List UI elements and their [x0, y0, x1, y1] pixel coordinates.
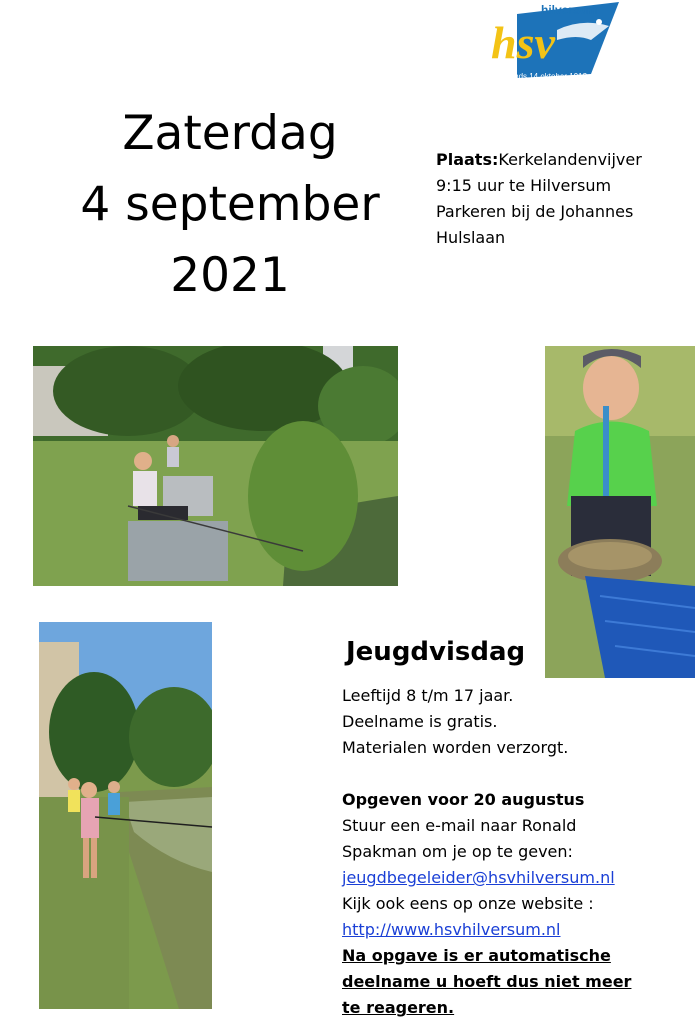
mail-line-1: Stuur een e-mail naar Ronald — [342, 816, 577, 835]
age-info: Leeftijd 8 t/m 17 jaar. — [342, 686, 514, 705]
headline: Jeugdvisdag — [346, 637, 526, 667]
parking-line-1: Parkeren bij de Johannes — [436, 202, 634, 221]
logo-name: hilversum — [541, 3, 598, 17]
register-heading: Opgeven voor 20 augustus — [342, 790, 585, 809]
email-link[interactable]: jeugdbegeleider@hsvhilversum.nl — [342, 868, 615, 887]
event-day: Zaterdag — [122, 106, 338, 161]
note-line-1: Na opgave is er automatische — [342, 946, 611, 965]
event-details — [342, 683, 692, 1021]
note-line-3: te reageren. — [342, 998, 455, 1017]
location-info — [436, 147, 691, 251]
website-link[interactable]: http://www.hsvhilversum.nl — [342, 920, 561, 939]
spacer — [342, 761, 692, 787]
hsv-logo — [487, 0, 619, 84]
photo-boy-with-fish — [545, 346, 695, 678]
note-line-2: deelname u hoeft dus niet meer — [342, 972, 632, 991]
website-intro: Kijk ook eens op onze website : — [342, 894, 594, 913]
photo-girl-fishing — [33, 346, 398, 586]
event-day-month: 4 september — [80, 177, 380, 232]
location-time: 9:15 uur te Hilversum — [436, 176, 612, 195]
location-line — [436, 147, 691, 173]
logo-since: Sinds 14 oktober 1913 — [507, 72, 588, 81]
photo-kids-fishing — [39, 622, 212, 1009]
logo-fish-eye — [596, 19, 602, 25]
mail-line-2: Spakman om je op te geven: — [342, 842, 573, 861]
location-label: Plaats: — [436, 150, 499, 169]
materials-info: Materialen worden verzorgt. — [342, 738, 569, 757]
event-date — [40, 98, 420, 311]
location-place: Kerkelandenvijver — [498, 150, 642, 169]
logo-wordmark: hsv — [491, 17, 555, 68]
event-year: 2021 — [170, 248, 290, 303]
parking-line-2: Hulslaan — [436, 228, 506, 247]
fee-info: Deelname is gratis. — [342, 712, 498, 731]
